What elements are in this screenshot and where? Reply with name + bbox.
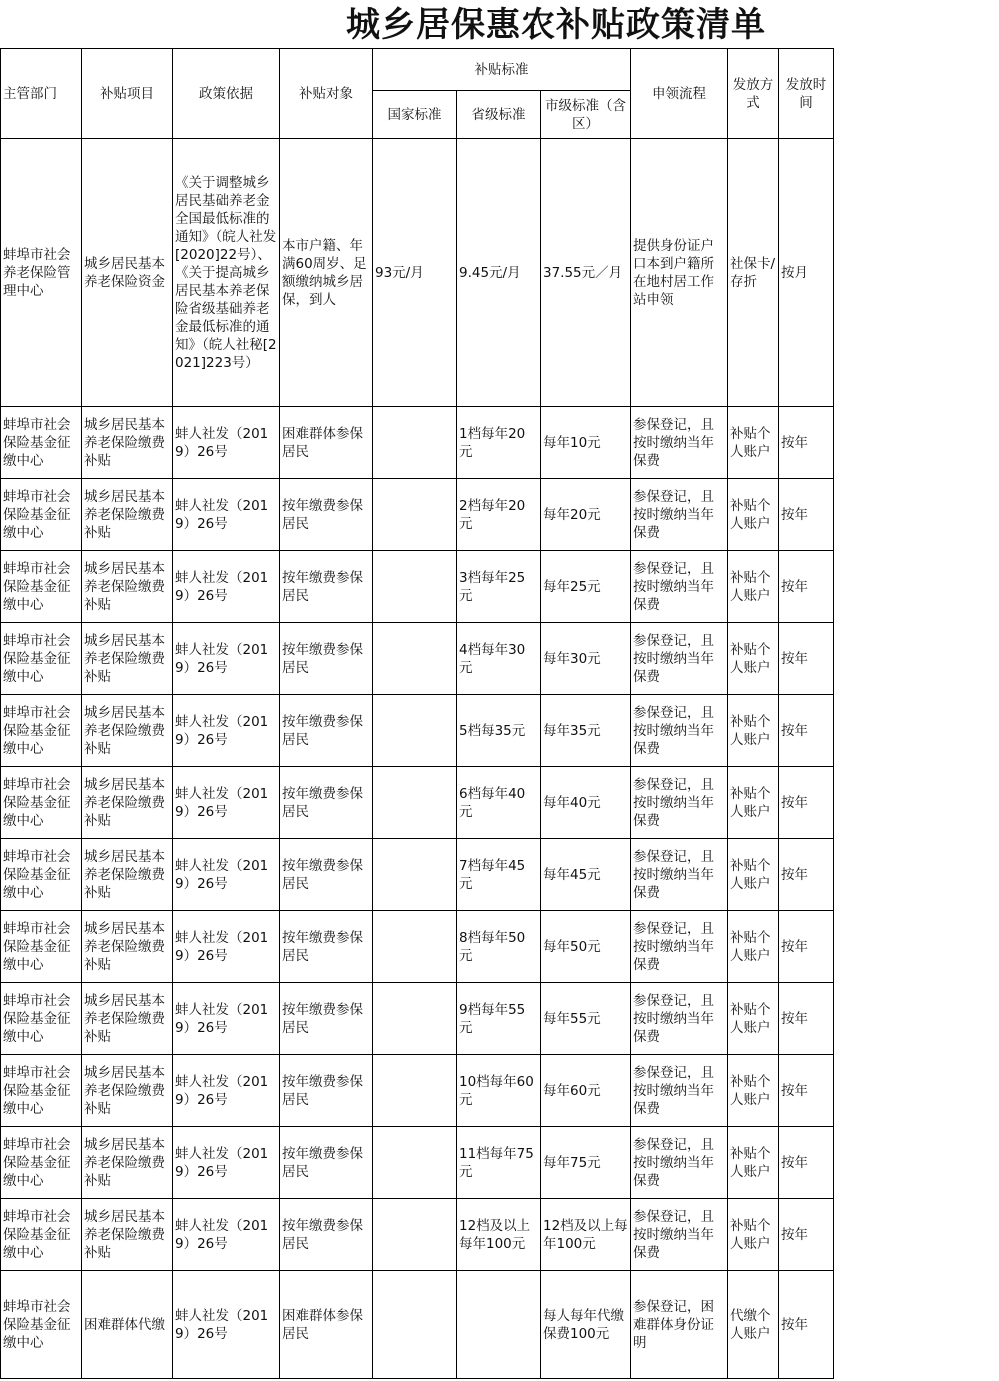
cell-dept: 蚌埠市社会保险基金征缴中心 [1, 839, 82, 911]
table-row [1, 983, 834, 1055]
cell-time: 按年 [779, 1271, 834, 1379]
cell-time: 按年 [779, 623, 834, 695]
cell-target: 按年缴费参保居民 [280, 479, 373, 551]
cell-provincial: 10档每年60元 [457, 1055, 541, 1127]
cell-process: 参保登记，且按时缴纳当年保费 [631, 695, 728, 767]
cell-municipal: 每年75元 [541, 1127, 631, 1199]
cell-national [373, 1055, 457, 1127]
cell-municipal: 每年20元 [541, 479, 631, 551]
cell-item: 城乡居民基本养老保险缴费补贴 [82, 983, 173, 1055]
cell-provincial: 11档每年75元 [457, 1127, 541, 1199]
cell-time: 按月 [779, 139, 834, 407]
cell-national [373, 407, 457, 479]
cell-basis: 蚌人社发（2019）26号 [173, 767, 280, 839]
cell-municipal: 每年40元 [541, 767, 631, 839]
cell-process: 参保登记，且按时缴纳当年保费 [631, 479, 728, 551]
cell-method: 补贴个人账户 [728, 695, 779, 767]
cell-process: 参保登记，且按时缴纳当年保费 [631, 1127, 728, 1199]
cell-municipal: 每年60元 [541, 1055, 631, 1127]
cell-target: 按年缴费参保居民 [280, 695, 373, 767]
cell-basis: 蚌人社发（2019）26号 [173, 1199, 280, 1271]
page-title: 城乡居保惠农补贴政策清单 [346, 5, 766, 45]
cell-basis: 蚌人社发（2019）26号 [173, 551, 280, 623]
cell-national [373, 983, 457, 1055]
table-row [1, 623, 834, 695]
cell-method: 补贴个人账户 [728, 1127, 779, 1199]
cell-process: 参保登记，困难群体身份证明 [631, 1271, 728, 1379]
table-row [1, 767, 834, 839]
cell-dept: 蚌埠市社会保险基金征缴中心 [1, 695, 82, 767]
cell-method: 社保卡/存折 [728, 139, 779, 407]
cell-dept: 蚌埠市社会保险基金征缴中心 [1, 1199, 82, 1271]
table-row [1, 1271, 834, 1379]
cell-municipal: 37.55元／月 [541, 139, 631, 407]
cell-time: 按年 [779, 767, 834, 839]
cell-national [373, 623, 457, 695]
cell-dept: 蚌埠市社会保险基金征缴中心 [1, 551, 82, 623]
cell-process: 参保登记，且按时缴纳当年保费 [631, 1199, 728, 1271]
cell-basis: 蚌人社发（2019）26号 [173, 407, 280, 479]
cell-dept: 蚌埠市社会保险基金征缴中心 [1, 479, 82, 551]
header-row-1 [1, 49, 834, 91]
cell-dept: 蚌埠市社会保险基金征缴中心 [1, 911, 82, 983]
cell-national [373, 767, 457, 839]
cell-target: 按年缴费参保居民 [280, 983, 373, 1055]
cell-process: 参保登记，且按时缴纳当年保费 [631, 767, 728, 839]
cell-municipal: 每年10元 [541, 407, 631, 479]
cell-time: 按年 [779, 911, 834, 983]
cell-time: 按年 [779, 551, 834, 623]
cell-item: 城乡居民基本养老保险缴费补贴 [82, 767, 173, 839]
cell-target: 本市户籍、年满60周岁、足额缴纳城乡居保，到人 [280, 139, 373, 407]
cell-process: 参保登记，且按时缴纳当年保费 [631, 911, 728, 983]
cell-method: 补贴个人账户 [728, 983, 779, 1055]
cell-basis: 蚌人社发（2019）26号 [173, 623, 280, 695]
cell-process: 参保登记，且按时缴纳当年保费 [631, 839, 728, 911]
cell-provincial: 5档每35元 [457, 695, 541, 767]
cell-target: 按年缴费参保居民 [280, 623, 373, 695]
table-body [1, 139, 834, 1379]
cell-item: 城乡居民基本养老保险缴费补贴 [82, 1127, 173, 1199]
cell-national [373, 695, 457, 767]
cell-provincial: 12档及以上每年100元 [457, 1199, 541, 1271]
cell-provincial: 1档每年20元 [457, 407, 541, 479]
cell-national [373, 911, 457, 983]
header-process: 申领流程 [631, 49, 728, 139]
cell-dept: 蚌埠市社会保险基金征缴中心 [1, 1055, 82, 1127]
cell-method: 代缴个人账户 [728, 1271, 779, 1379]
cell-provincial: 7档每年45元 [457, 839, 541, 911]
cell-method: 补贴个人账户 [728, 767, 779, 839]
cell-target: 按年缴费参保居民 [280, 1127, 373, 1199]
cell-municipal: 每年55元 [541, 983, 631, 1055]
cell-basis: 《关于调整城乡居民基础养老金全国最低标准的通知》（皖人社发[2020]22号）、《关于提高城乡居民基本养老保险省级基础养老金最低标准的通知》（皖人社秘[2021]223号） [173, 139, 280, 407]
cell-process: 参保登记，且按时缴纳当年保费 [631, 1055, 728, 1127]
cell-municipal: 12档及以上每年100元 [541, 1199, 631, 1271]
cell-dept: 蚌埠市社会保险基金征缴中心 [1, 1271, 82, 1379]
cell-municipal: 每年30元 [541, 623, 631, 695]
cell-time: 按年 [779, 839, 834, 911]
table-row [1, 407, 834, 479]
cell-target: 按年缴费参保居民 [280, 1055, 373, 1127]
cell-dept: 蚌埠市社会养老保险管理中心 [1, 139, 82, 407]
cell-provincial: 9档每年55元 [457, 983, 541, 1055]
cell-municipal: 每年50元 [541, 911, 631, 983]
cell-provincial: 6档每年40元 [457, 767, 541, 839]
cell-item: 城乡居民基本养老保险缴费补贴 [82, 1199, 173, 1271]
table-row [1, 911, 834, 983]
header-basis: 政策依据 [173, 49, 280, 139]
table-row [1, 839, 834, 911]
header-time: 发放时间 [779, 49, 834, 139]
cell-dept: 蚌埠市社会保险基金征缴中心 [1, 983, 82, 1055]
table-row [1, 139, 834, 407]
cell-dept: 蚌埠市社会保险基金征缴中心 [1, 1127, 82, 1199]
cell-target: 困难群体参保居民 [280, 1271, 373, 1379]
cell-national [373, 479, 457, 551]
header-dept: 主管部门 [1, 49, 82, 139]
cell-target: 按年缴费参保居民 [280, 767, 373, 839]
cell-item: 城乡居民基本养老保险缴费补贴 [82, 407, 173, 479]
cell-provincial: 4档每年30元 [457, 623, 541, 695]
header-national: 国家标准 [373, 91, 457, 139]
cell-dept: 蚌埠市社会保险基金征缴中心 [1, 767, 82, 839]
cell-provincial [457, 1271, 541, 1379]
cell-municipal: 每年35元 [541, 695, 631, 767]
cell-national: 93元/月 [373, 139, 457, 407]
cell-provincial: 2档每年20元 [457, 479, 541, 551]
table-row [1, 551, 834, 623]
cell-basis: 蚌人社发（2019）26号 [173, 983, 280, 1055]
cell-target: 按年缴费参保居民 [280, 911, 373, 983]
cell-item: 困难群体代缴 [82, 1271, 173, 1379]
header-municipal: 市级标准（含区） [541, 91, 631, 139]
cell-target: 按年缴费参保居民 [280, 551, 373, 623]
cell-item: 城乡居民基本养老保险资金 [82, 139, 173, 407]
cell-municipal: 每人每年代缴保费100元 [541, 1271, 631, 1379]
cell-process: 参保登记，且按时缴纳当年保费 [631, 407, 728, 479]
cell-method: 补贴个人账户 [728, 1055, 779, 1127]
cell-target: 困难群体参保居民 [280, 407, 373, 479]
cell-process: 参保登记，且按时缴纳当年保费 [631, 623, 728, 695]
cell-national [373, 839, 457, 911]
cell-item: 城乡居民基本养老保险缴费补贴 [82, 479, 173, 551]
cell-time: 按年 [779, 1127, 834, 1199]
table-row [1, 695, 834, 767]
cell-method: 补贴个人账户 [728, 623, 779, 695]
cell-basis: 蚌人社发（2019）26号 [173, 1055, 280, 1127]
cell-time: 按年 [779, 1199, 834, 1271]
cell-process: 提供身份证户口本到户籍所在地村居工作站申领 [631, 139, 728, 407]
cell-method: 补贴个人账户 [728, 551, 779, 623]
cell-method: 补贴个人账户 [728, 407, 779, 479]
cell-item: 城乡居民基本养老保险缴费补贴 [82, 1055, 173, 1127]
cell-basis: 蚌人社发（2019）26号 [173, 911, 280, 983]
header-method: 发放方式 [728, 49, 779, 139]
cell-item: 城乡居民基本养老保险缴费补贴 [82, 695, 173, 767]
cell-national [373, 1271, 457, 1379]
cell-national [373, 551, 457, 623]
table-row [1, 1055, 834, 1127]
cell-time: 按年 [779, 479, 834, 551]
cell-method: 补贴个人账户 [728, 1199, 779, 1271]
cell-national [373, 1127, 457, 1199]
cell-item: 城乡居民基本养老保险缴费补贴 [82, 839, 173, 911]
table-row [1, 1127, 834, 1199]
cell-target: 按年缴费参保居民 [280, 839, 373, 911]
cell-target: 按年缴费参保居民 [280, 1199, 373, 1271]
cell-method: 补贴个人账户 [728, 479, 779, 551]
cell-item: 城乡居民基本养老保险缴费补贴 [82, 551, 173, 623]
cell-basis: 蚌人社发（2019）26号 [173, 1127, 280, 1199]
cell-basis: 蚌人社发（2019）26号 [173, 695, 280, 767]
cell-process: 参保登记，且按时缴纳当年保费 [631, 551, 728, 623]
cell-basis: 蚌人社发（2019）26号 [173, 1271, 280, 1379]
header-target: 补贴对象 [280, 49, 373, 139]
cell-municipal: 每年25元 [541, 551, 631, 623]
cell-time: 按年 [779, 407, 834, 479]
cell-provincial: 8档每年50元 [457, 911, 541, 983]
cell-time: 按年 [779, 695, 834, 767]
cell-basis: 蚌人社发（2019）26号 [173, 839, 280, 911]
cell-method: 补贴个人账户 [728, 911, 779, 983]
header-item: 补贴项目 [82, 49, 173, 139]
cell-item: 城乡居民基本养老保险缴费补贴 [82, 911, 173, 983]
table-row [1, 479, 834, 551]
cell-method: 补贴个人账户 [728, 839, 779, 911]
cell-time: 按年 [779, 983, 834, 1055]
header-standard: 补贴标准 [373, 49, 631, 91]
cell-dept: 蚌埠市社会保险基金征缴中心 [1, 407, 82, 479]
cell-item: 城乡居民基本养老保险缴费补贴 [82, 623, 173, 695]
cell-municipal: 每年45元 [541, 839, 631, 911]
table-row [1, 1199, 834, 1271]
cell-time: 按年 [779, 1055, 834, 1127]
cell-provincial: 3档每年25元 [457, 551, 541, 623]
cell-dept: 蚌埠市社会保险基金征缴中心 [1, 623, 82, 695]
policy-table [0, 48, 834, 1379]
cell-provincial: 9.45元/月 [457, 139, 541, 407]
cell-basis: 蚌人社发（2019）26号 [173, 479, 280, 551]
header-provincial: 省级标准 [457, 91, 541, 139]
cell-process: 参保登记，且按时缴纳当年保费 [631, 983, 728, 1055]
cell-national [373, 1199, 457, 1271]
